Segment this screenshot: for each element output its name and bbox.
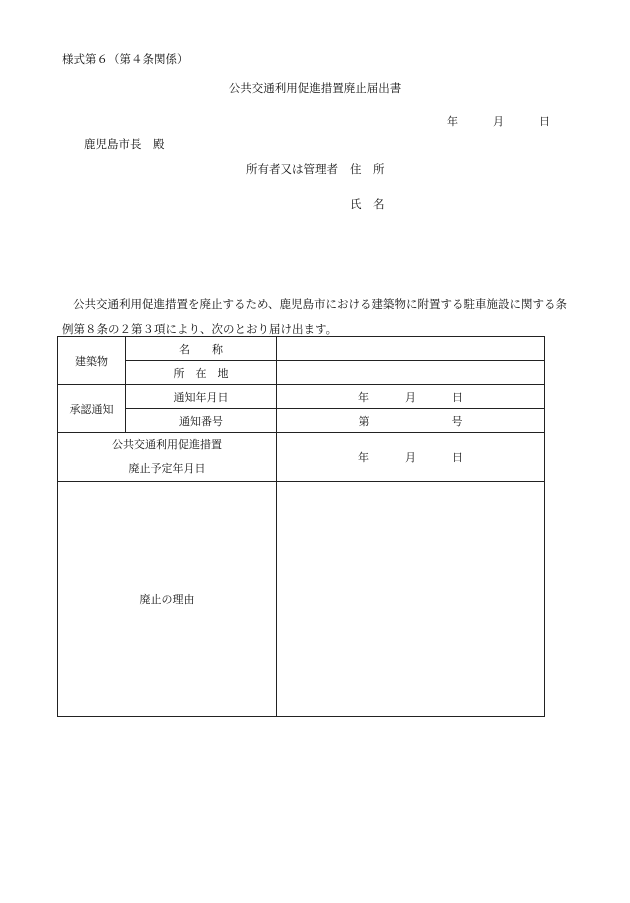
planned-date-field[interactable] xyxy=(277,433,545,482)
table-row xyxy=(58,385,545,409)
planned-date-label xyxy=(58,433,277,482)
document-title: 公共交通利用促進措置廃止届出書 xyxy=(228,81,402,95)
owner-name-label: 氏 名 xyxy=(350,197,385,211)
planned-day-label: 日 xyxy=(452,451,463,464)
approval-year-label: 年 xyxy=(358,390,369,404)
owner-address-label: 住 所 xyxy=(350,162,385,176)
approval-date-field[interactable] xyxy=(277,385,545,409)
building-label: 建築物 xyxy=(58,337,126,385)
table-row xyxy=(58,482,545,717)
table-row xyxy=(58,337,545,361)
building-name-label: 名 称 xyxy=(126,337,277,361)
approval-month-label: 月 xyxy=(405,390,416,404)
addressee: 鹿児島市長 殿 xyxy=(84,137,165,151)
reason-field[interactable] xyxy=(277,482,545,717)
header-year-label: 年 xyxy=(447,115,458,128)
approval-number-prefix: 第 xyxy=(358,414,370,428)
intro-line-2: 例第８条の２第３項により、次のとおり届け出ます。 xyxy=(62,322,338,336)
approval-date-label: 通知年月日 xyxy=(126,385,277,409)
building-name-field[interactable] xyxy=(277,337,545,361)
header-day-label: 日 xyxy=(539,115,550,128)
planned-label-line-2: 廃止予定年月日 xyxy=(128,462,206,475)
table-row xyxy=(58,433,545,482)
approval-number-suffix: 号 xyxy=(451,414,463,428)
building-location-label: 所 在 地 xyxy=(126,361,277,385)
notification-table xyxy=(57,336,545,717)
form-number: 様式第６（第４条関係） xyxy=(62,52,189,66)
owner-line xyxy=(246,161,385,177)
planned-label-line-1: 公共交通利用促進措置 xyxy=(112,438,222,451)
planned-month-label: 月 xyxy=(405,451,416,464)
building-location-field[interactable] xyxy=(277,361,545,385)
approval-number-label: 通知番号 xyxy=(126,409,277,433)
reason-label: 廃止の理由 xyxy=(58,482,277,717)
owner-label: 所有者又は管理者 xyxy=(246,162,338,176)
table-row xyxy=(58,361,545,385)
approval-number-field[interactable] xyxy=(277,409,545,433)
intro-line-1: 公共交通利用促進措置を廃止するため、鹿児島市における建築物に附置する駐車施設に関する条 xyxy=(73,297,568,311)
planned-year-label: 年 xyxy=(358,451,369,464)
header-month-label: 月 xyxy=(493,115,504,128)
approval-day-label: 日 xyxy=(452,390,463,404)
approval-label: 承認通知 xyxy=(58,385,126,433)
table-row xyxy=(58,409,545,433)
intro-paragraph xyxy=(62,292,582,342)
